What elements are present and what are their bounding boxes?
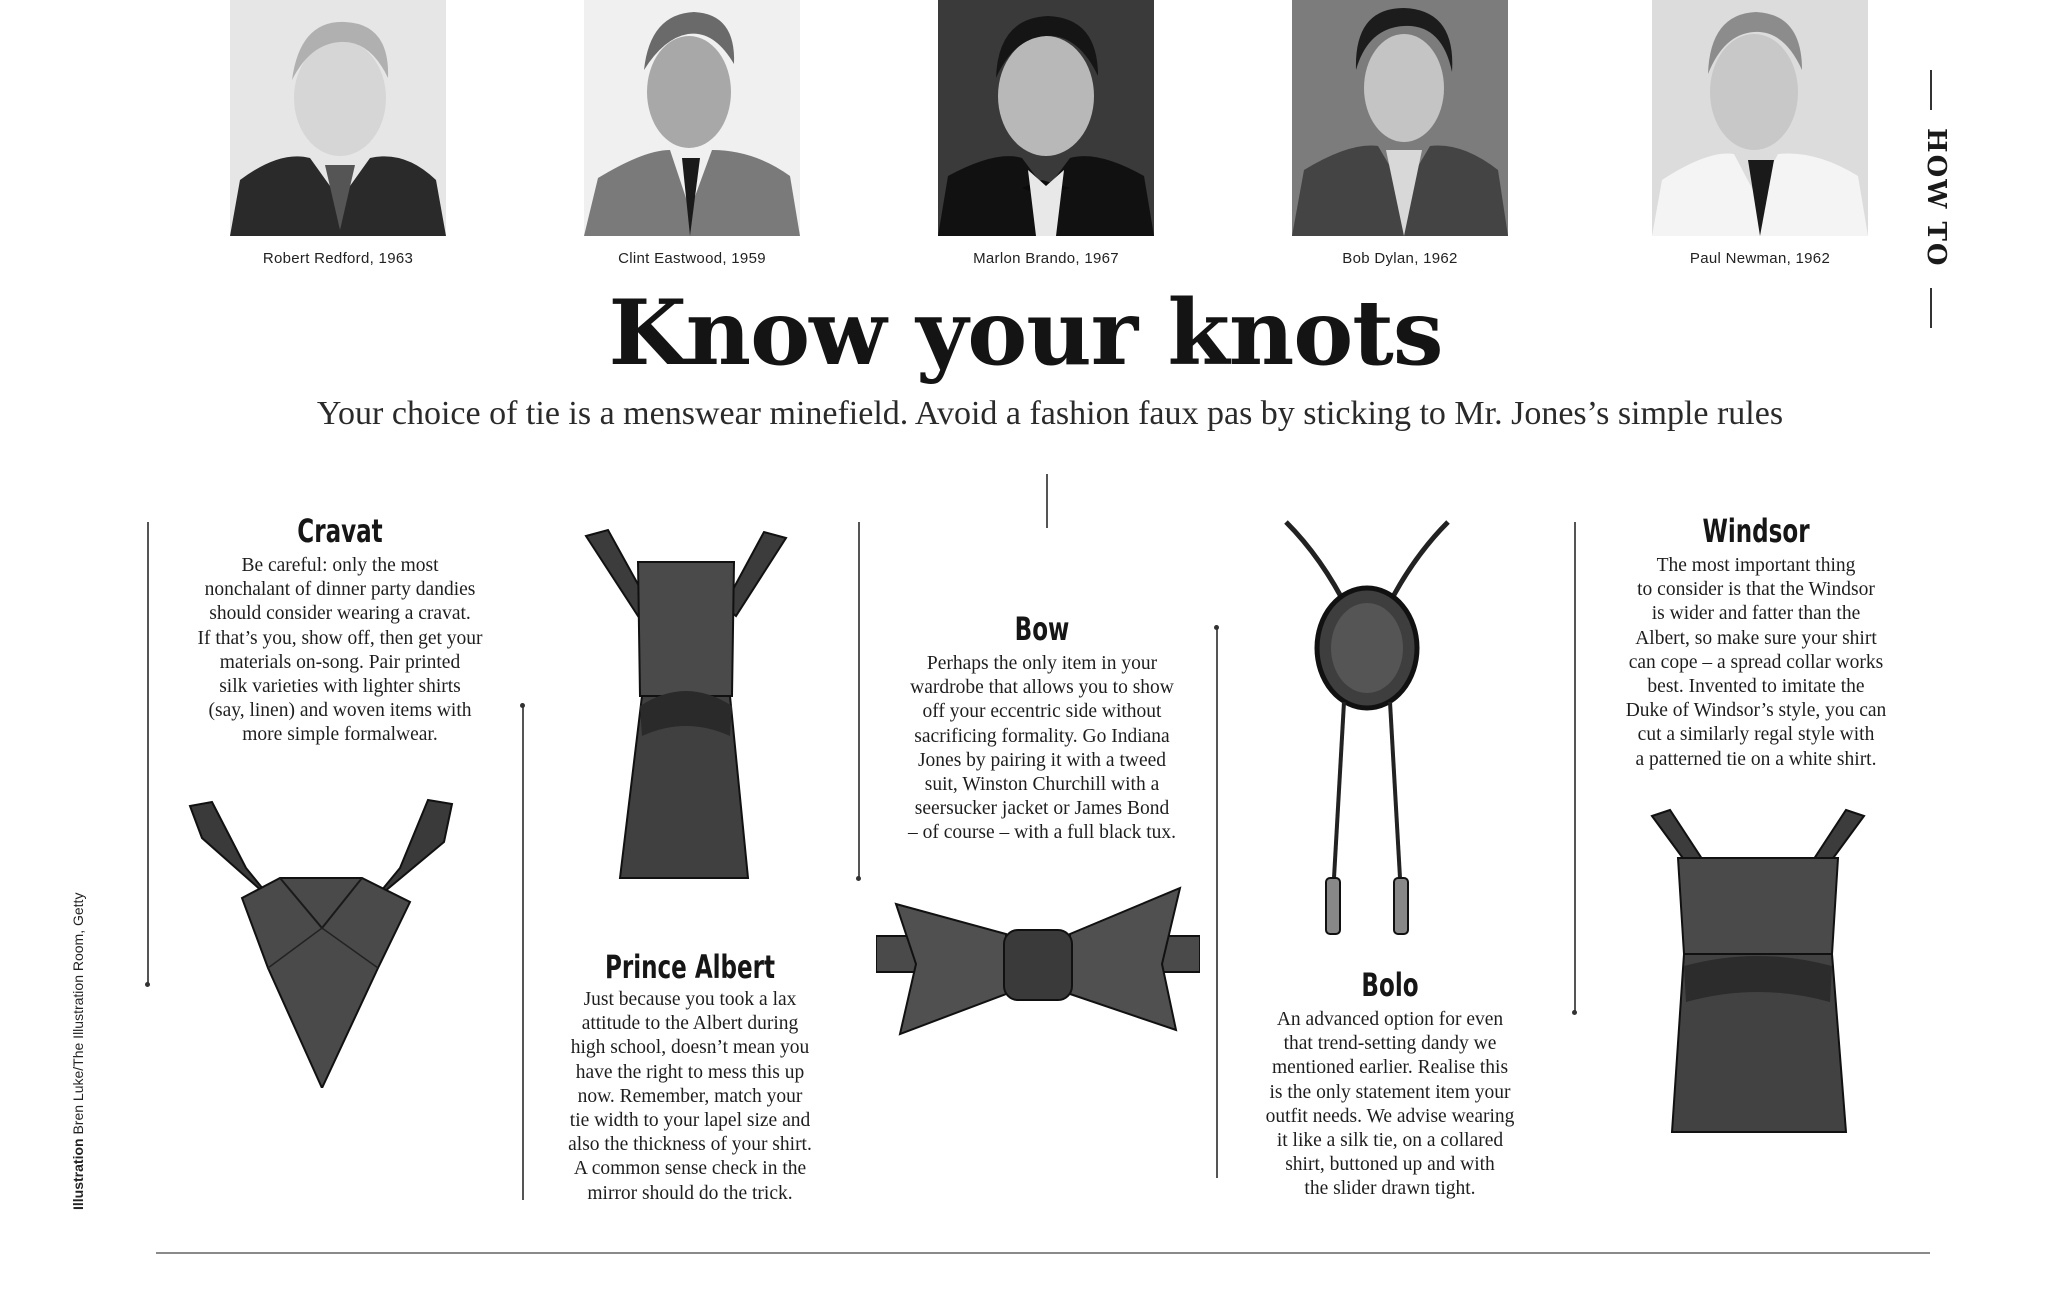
body-line: mirror should do the trick. — [587, 1182, 793, 1204]
bottom-rule — [156, 1252, 1930, 1254]
portrait-caption: Robert Redford, 1963 — [262, 250, 414, 267]
body-line: – of course – with a full black tux. — [907, 822, 1177, 844]
portrait-caption: Clint Eastwood, 1959 — [618, 250, 766, 267]
portrait-photo — [1652, 0, 1868, 236]
body-line: wardrobe that allows you to show — [910, 677, 1174, 699]
body-line: more simple formalwear. — [242, 724, 438, 746]
body-line: Perhaps the only item in your — [926, 653, 1158, 674]
portrait-photo — [584, 0, 800, 236]
body-line: Duke of Windsor’s style, you can — [1625, 700, 1887, 722]
section-label — [1916, 118, 1956, 278]
body-line: Be careful: only the most — [241, 555, 439, 576]
divider-dot — [856, 876, 861, 881]
portrait-caption: Bob Dylan, 1962 — [1342, 250, 1458, 267]
body-line: nonchalant of dinner party dandies — [204, 579, 476, 601]
body-line: suit, Winston Churchill with a — [924, 774, 1160, 796]
body-line: that trend-setting dandy we — [1283, 1033, 1497, 1055]
body-line: shirt, buttoned up and with — [1285, 1154, 1495, 1176]
section-body-bow — [862, 652, 1222, 846]
page-title: Know your knots — [608, 280, 1443, 386]
body-line: the slider drawn tight. — [1304, 1178, 1476, 1200]
body-line: mentioned earlier. Realise this — [1271, 1057, 1509, 1079]
body-line: Albert, so make sure your shirt — [1635, 627, 1877, 649]
body-line: a patterned tie on a white shirt. — [1635, 748, 1877, 770]
portrait-photo — [1292, 0, 1508, 236]
prince-albert-illustration — [580, 526, 792, 884]
portrait-photo — [938, 0, 1154, 236]
section-body-windsor — [1576, 554, 1936, 772]
divider — [858, 522, 860, 878]
body-line: outfit needs. We advise wearing — [1265, 1105, 1515, 1127]
credit-text: Bren Luke/The Illustration Room, Getty — [70, 892, 86, 1135]
divider-dot — [145, 982, 150, 987]
section-title-bolo: Bolo — [1361, 966, 1419, 1004]
section-body-prince-albert — [510, 988, 870, 1206]
section-body-bolo — [1210, 1008, 1570, 1202]
body-line: An advanced option for even — [1276, 1009, 1504, 1030]
divider — [1930, 70, 1932, 110]
body-line: should consider wearing a cravat. — [209, 603, 471, 625]
portrait-caption: Marlon Brando, 1967 — [973, 250, 1119, 267]
divider — [147, 522, 149, 984]
body-line: sacrificing formality. Go Indiana — [914, 725, 1170, 747]
body-line: Jones by pairing it with a tweed — [917, 749, 1167, 771]
body-line: silk varieties with lighter shirts — [219, 676, 461, 698]
portrait-photo — [230, 0, 446, 236]
body-line: seersucker jacket or James Bond — [914, 798, 1170, 820]
divider-dot — [1572, 1010, 1577, 1015]
section-title-windsor: Windsor — [1702, 512, 1810, 550]
body-line: have the right to mess this up — [575, 1061, 805, 1083]
body-line: The most important thing — [1656, 555, 1856, 576]
body-line: Just because you took a lax — [583, 989, 797, 1010]
body-line: materials on-song. Pair printed — [219, 651, 461, 673]
body-line: to consider is that the Windsor — [1637, 579, 1875, 601]
page-subtitle: Your choice of tie is a menswear minefield. Avoid a fashion faux pas by sticking to Mr. Jones’s simple rules — [316, 395, 1784, 432]
body-line: attitude to the Albert during — [581, 1013, 799, 1035]
section-label-text: HOW TO — [1921, 128, 1951, 268]
body-line: A common sense check in the — [573, 1158, 807, 1180]
body-line: is the only statement item your — [1269, 1081, 1511, 1103]
body-line: tie width to your lapel size and — [569, 1110, 811, 1132]
section-title-cravat: Cravat — [297, 512, 383, 550]
section-title-prince-albert: Prince Albert — [604, 948, 776, 986]
section-title-bow: Bow — [1014, 610, 1070, 648]
body-line: (say, linen) and woven items with — [208, 700, 472, 722]
portrait-caption: Paul Newman, 1962 — [1689, 250, 1831, 267]
body-line: also the thickness of your shirt. — [568, 1134, 812, 1156]
body-line: cut a similarly regal style with — [1637, 724, 1875, 746]
section-body-cravat — [160, 554, 520, 748]
windsor-illustration — [1646, 806, 1870, 1136]
cravat-illustration — [182, 798, 460, 1088]
divider-dot — [520, 703, 525, 708]
body-line: best. Invented to imitate the — [1647, 676, 1865, 698]
body-line: If that’s you, show off, then get your — [197, 627, 483, 649]
body-line: can cope – a spread collar works — [1628, 651, 1884, 673]
bow-illustration — [876, 884, 1200, 1044]
body-line: it like a silk tie, on a collared — [1276, 1130, 1504, 1152]
divider — [1046, 474, 1048, 528]
body-line: now. Remember, match your — [577, 1085, 803, 1107]
body-line: off your eccentric side without — [922, 701, 1162, 723]
illustration-credit — [70, 893, 86, 1210]
divider-dot — [1214, 625, 1219, 630]
bolo-illustration — [1282, 518, 1452, 942]
body-line: is wider and fatter than the — [1651, 603, 1861, 625]
body-line: high school, doesn’t mean you — [570, 1037, 810, 1059]
credit-prefix: Illustration — [70, 1138, 86, 1210]
